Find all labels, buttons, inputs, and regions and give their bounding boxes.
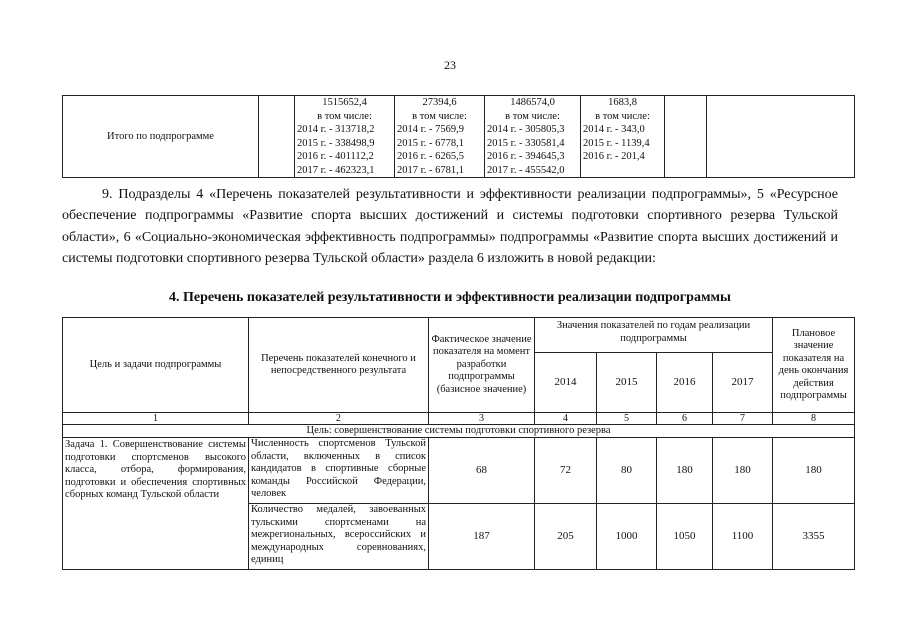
value-2016: 180 bbox=[657, 438, 713, 504]
amendment-paragraph: 9. Подразделы 4 «Перечень показателей результативности и эффективности реализации подпрограммы», 5 «Ресурсное обеспечение подпрограммы «Развитие спорта высших достижений и системы подготовки спортивного резерва Тульской области», 6 «Социально-экономическая эффективность подпрограммы» подпрограммы «Развитие спорта высших достижений и системы подготовки спортивного резерва Тульской области» раздела 6 изложить в новой редакции: bbox=[62, 187, 838, 267]
header-goal-tasks: Цель и задачи подпрограммы bbox=[63, 318, 249, 413]
amount-year-line: 2017 г. - 6781,1 bbox=[397, 164, 464, 176]
amount-subtitle: в том числе: bbox=[505, 110, 560, 122]
goal-text: Цель: совершенствование системы подготовки спортивного резерва bbox=[63, 425, 855, 438]
value-2015: 80 bbox=[597, 438, 657, 504]
value-2014: 72 bbox=[535, 438, 597, 504]
amount-year-line: 2014 г. - 343,0 bbox=[583, 124, 645, 135]
summary-table bbox=[62, 95, 855, 178]
header-year-2015: 2015 bbox=[597, 353, 657, 413]
value-2016: 1050 bbox=[657, 504, 713, 570]
column-number: 6 bbox=[657, 413, 713, 425]
amount-year-line: 2015 г. - 1139,4 bbox=[583, 137, 650, 149]
amount-year-line: 2016 г. - 6265,5 bbox=[397, 151, 464, 162]
amount-year-line: 2014 г. - 305805,3 bbox=[487, 124, 565, 135]
summary-amount-cell bbox=[395, 96, 485, 178]
amount-year-line: 2015 г. - 338498,9 bbox=[297, 137, 375, 149]
header-year-2017: 2017 bbox=[713, 353, 773, 413]
header-row bbox=[63, 318, 855, 353]
amount-total: 1683,8 bbox=[608, 97, 637, 108]
amount-year-line: 2015 г. - 330581,4 bbox=[487, 137, 565, 149]
header-planned-value: Плановое значение показателя на день окончания действия подпрограммы bbox=[773, 318, 855, 413]
header-year-2016: 2016 bbox=[657, 353, 713, 413]
amount-total: 27394,6 bbox=[422, 97, 457, 108]
table-row bbox=[63, 438, 855, 504]
amount-year-line: 2015 г. - 6778,1 bbox=[397, 137, 464, 149]
amount-year-line: 2014 г. - 313718,2 bbox=[297, 124, 375, 135]
header-actual-value: Фактическое значение показателя на момент разработки подпрограммы (базисное значение) bbox=[429, 318, 535, 413]
indicator-cell: Численность спортсменов Тульской области, включенных в список кандидатов в спортивные сборные команды Российской Федерации, человек bbox=[249, 438, 429, 504]
column-number: 8 bbox=[773, 413, 855, 425]
header-by-years: Значения показателей по годам реализации подпрограммы bbox=[535, 318, 773, 353]
amount-year-line: 2017 г. - 455542,0 bbox=[487, 164, 565, 176]
column-number: 5 bbox=[597, 413, 657, 425]
amount-year-line: 2016 г. - 201,4 bbox=[583, 151, 645, 162]
header-indicator-list: Перечень показателей конечного и непосредственного результата bbox=[249, 318, 429, 413]
column-number-row bbox=[63, 413, 855, 425]
column-number: 3 bbox=[429, 413, 535, 425]
column-number: 4 bbox=[535, 413, 597, 425]
column-number: 7 bbox=[713, 413, 773, 425]
value-2017: 180 bbox=[713, 438, 773, 504]
summary-empty-cell bbox=[665, 96, 707, 178]
amount-year-line: 2017 г. - 462323,1 bbox=[297, 164, 375, 176]
summary-amount-cell bbox=[581, 96, 665, 178]
indicator-cell: Количество медалей, завоеванных тульскими спортсменами на межрегиональных, всероссийских и международных соревнованиях, единиц bbox=[249, 504, 429, 570]
summary-empty-cell bbox=[707, 96, 855, 178]
base-value: 187 bbox=[429, 504, 535, 570]
goal-row bbox=[63, 425, 855, 438]
page-number: 23 bbox=[444, 58, 456, 72]
column-number: 1 bbox=[63, 413, 249, 425]
base-value: 68 bbox=[429, 438, 535, 504]
task-cell: Задача 1. Совершенствование системы подготовки спортсменов высокого класса, отбора, формирования, подготовки и обеспечения спортивных сборных команд Тульской области bbox=[63, 438, 249, 570]
value-2015: 1000 bbox=[597, 504, 657, 570]
summary-amount-cell bbox=[485, 96, 581, 178]
amount-subtitle: в том числе: bbox=[595, 110, 650, 122]
summary-row-label: Итого по подпрограмме bbox=[63, 96, 259, 178]
amount-year-line: 2014 г. - 7569,9 bbox=[397, 124, 464, 135]
summary-amount-cell bbox=[295, 96, 395, 178]
amount-subtitle: в том числе: bbox=[317, 110, 372, 122]
value-2017: 1100 bbox=[713, 504, 773, 570]
amount-year-line: 2016 г. - 394645,3 bbox=[487, 151, 565, 162]
column-number: 2 bbox=[249, 413, 429, 425]
value-2014: 205 bbox=[535, 504, 597, 570]
amount-year-line: 2016 г. - 401112,2 bbox=[297, 151, 374, 162]
indicators-table bbox=[62, 317, 855, 570]
header-year-2014: 2014 bbox=[535, 353, 597, 413]
planned-value: 3355 bbox=[773, 504, 855, 570]
planned-value: 180 bbox=[773, 438, 855, 504]
summary-total-row bbox=[63, 96, 855, 178]
summary-empty-cell bbox=[259, 96, 295, 178]
amount-total: 1515652,4 bbox=[322, 97, 367, 108]
section-heading: 4. Перечень показателей результативности и эффективности реализации подпрограммы bbox=[169, 290, 731, 305]
amount-total: 1486574,0 bbox=[510, 97, 555, 108]
amount-subtitle: в том числе: bbox=[412, 110, 467, 122]
